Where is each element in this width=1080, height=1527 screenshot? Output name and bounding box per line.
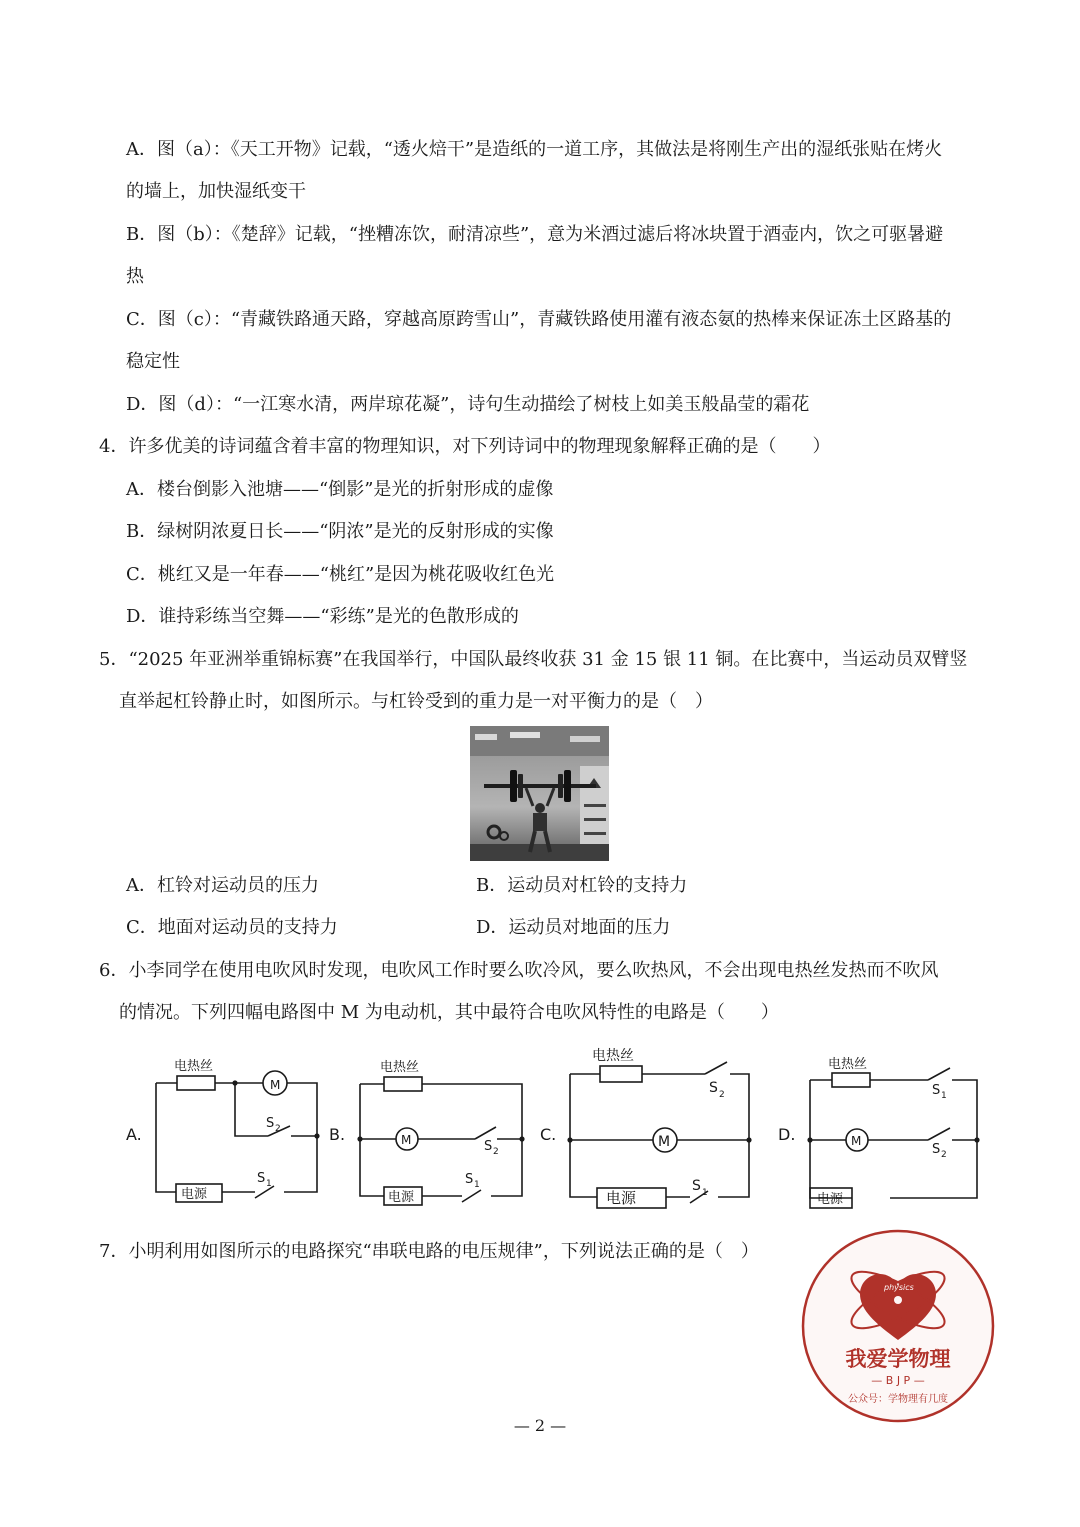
q6-stem-line2: 的情况。下列四幅电路图中 M 为电动机，其中最符合电吹风特性的电路是（ ） — [119, 1002, 779, 1023]
circuit-d — [810, 1068, 977, 1208]
weightlifter-photo — [470, 726, 609, 861]
q5-option-c: C．地面对运动员的支持力 — [126, 917, 338, 938]
circuit-c-heater-label: 电热丝 — [592, 1048, 634, 1064]
circuit-c-s1-label: S — [692, 1178, 701, 1194]
q5-stem-line2: 直举起杠铃静止时，如图所示。与杠铃受到的重力是一对平衡力的是（ ） — [119, 691, 713, 712]
q5-option-a: A．杠铃对运动员的压力 — [126, 875, 319, 896]
circuit-c-motor-label: M — [658, 1134, 671, 1150]
q3-option-a-line1: A．图（a）：《天工开物》记载，“透火焙干”是造纸的一道工序，其做法是将刚生产出的湿纸张贴在烤火 — [126, 139, 943, 160]
circuit-d-source-label: 电源 — [817, 1192, 844, 1207]
q4-option-c: C．桃红又是一年春——“桃红”是因为桃花吸收红色光 — [126, 564, 555, 585]
circuit-a-s1-label: S — [257, 1171, 266, 1186]
circuit-b-s1-label: S — [465, 1172, 474, 1187]
q5-option-d: D．运动员对地面的压力 — [476, 917, 671, 938]
circuit-a-heater-label: 电热丝 — [174, 1059, 214, 1074]
q3-option-a-line2: 的墙上，加快湿纸变干 — [126, 181, 306, 202]
circuit-c-label: C. — [540, 1125, 557, 1144]
q3-option-b-line1: B．图（b）：《楚辞》记载，“挫糟冻饮，耐清凉些”，意为米酒过滤后将冰块置于酒壶内，饮之可驱暑避 — [126, 224, 944, 245]
svg-text:1: 1 — [474, 1180, 480, 1190]
stamp-footer: 公众号：学物理有几度 — [848, 1394, 948, 1405]
circuit-d-motor-label: M — [851, 1134, 862, 1148]
circuit-a-motor-label: M — [270, 1078, 281, 1092]
q7-stem: 7．小明利用如图所示的电路探究“串联电路的电压规律”，下列说法正确的是（ ） — [99, 1241, 759, 1262]
svg-text:1: 1 — [266, 1179, 272, 1189]
circuit-c-s2-label: S — [709, 1080, 718, 1096]
svg-text:2: 2 — [941, 1150, 947, 1160]
svg-text:1: 1 — [941, 1091, 947, 1101]
page-number: — 2 — — [513, 1416, 567, 1435]
svg-text:2: 2 — [275, 1124, 281, 1134]
q6-stem-line1: 6．小李同学在使用电吹风时发现，电吹风工作时要么吹冷风，要么吹热风，不会出现电热丝发热而不吹风 — [99, 960, 939, 981]
circuit-b-label: B. — [329, 1125, 346, 1144]
circuit-b — [360, 1077, 522, 1202]
circuit-d-label: D. — [778, 1125, 796, 1144]
circuit-c-source-label: 电源 — [606, 1189, 637, 1207]
q3-option-c-line2: 稳定性 — [126, 351, 180, 372]
q5-stem-line1: 5．“2025 年亚洲举重锦标赛”在我国举行，中国队最终收获 31 金 15 银 11 铜。在比赛中，当运动员双臂竖 — [99, 649, 968, 670]
q4-stem: 4．许多优美的诗词蕴含着丰富的物理知识，对下列诗词中的物理现象解释正确的是（ ） — [99, 436, 831, 457]
q5-option-b: B．运动员对杠铃的支持力 — [476, 875, 688, 896]
circuit-b-motor-label: M — [401, 1133, 412, 1147]
q4-option-d: D．谁持彩练当空舞——“彩练”是光的色散形成的 — [126, 606, 519, 627]
circuit-a-label: A. — [126, 1125, 142, 1144]
stamp-subtitle: — B J P — — [871, 1374, 925, 1387]
circuit-b-s2-label: S — [484, 1139, 493, 1154]
svg-text:2: 2 — [493, 1147, 499, 1157]
svg-text:2: 2 — [719, 1090, 725, 1100]
q3-option-d-line1: D．图（d）：“一江寒水清，两岸琼花凝”，诗句生动描绘了树枝上如美玉般晶莹的霜花 — [126, 394, 810, 415]
circuit-a — [156, 1071, 317, 1198]
circuit-d-s1-label: S — [932, 1083, 941, 1098]
circuit-d-s2-label: S — [932, 1142, 941, 1157]
circuit-b-source-label: 电源 — [388, 1190, 415, 1205]
stamp-logo — [800, 1228, 996, 1424]
circuit-a-source-label: 电源 — [181, 1187, 208, 1202]
stamp-title: 我爱学物理 — [845, 1347, 951, 1371]
q4-option-a: A．楼台倒影入池塘——“倒影”是光的折射形成的虚像 — [126, 479, 554, 500]
q4-option-b: B．绿树阴浓夏日长——“阴浓”是光的反射形成的实像 — [126, 521, 554, 542]
circuit-diagrams — [120, 1040, 990, 1230]
circuit-d-heater-label: 电热丝 — [828, 1057, 868, 1072]
stamp-heart-text: physics — [884, 1283, 914, 1292]
q3-option-c-line1: C．图（c）：“青藏铁路通天路，穿越高原跨雪山”，青藏铁路使用灌有液态氨的热棒来保证冻土区路基的 — [126, 309, 952, 330]
svg-text:1: 1 — [702, 1188, 708, 1198]
circuit-a-s2-label: S — [266, 1116, 275, 1131]
circuit-b-heater-label: 电热丝 — [380, 1060, 420, 1075]
q3-option-b-line2: 热 — [126, 266, 144, 287]
